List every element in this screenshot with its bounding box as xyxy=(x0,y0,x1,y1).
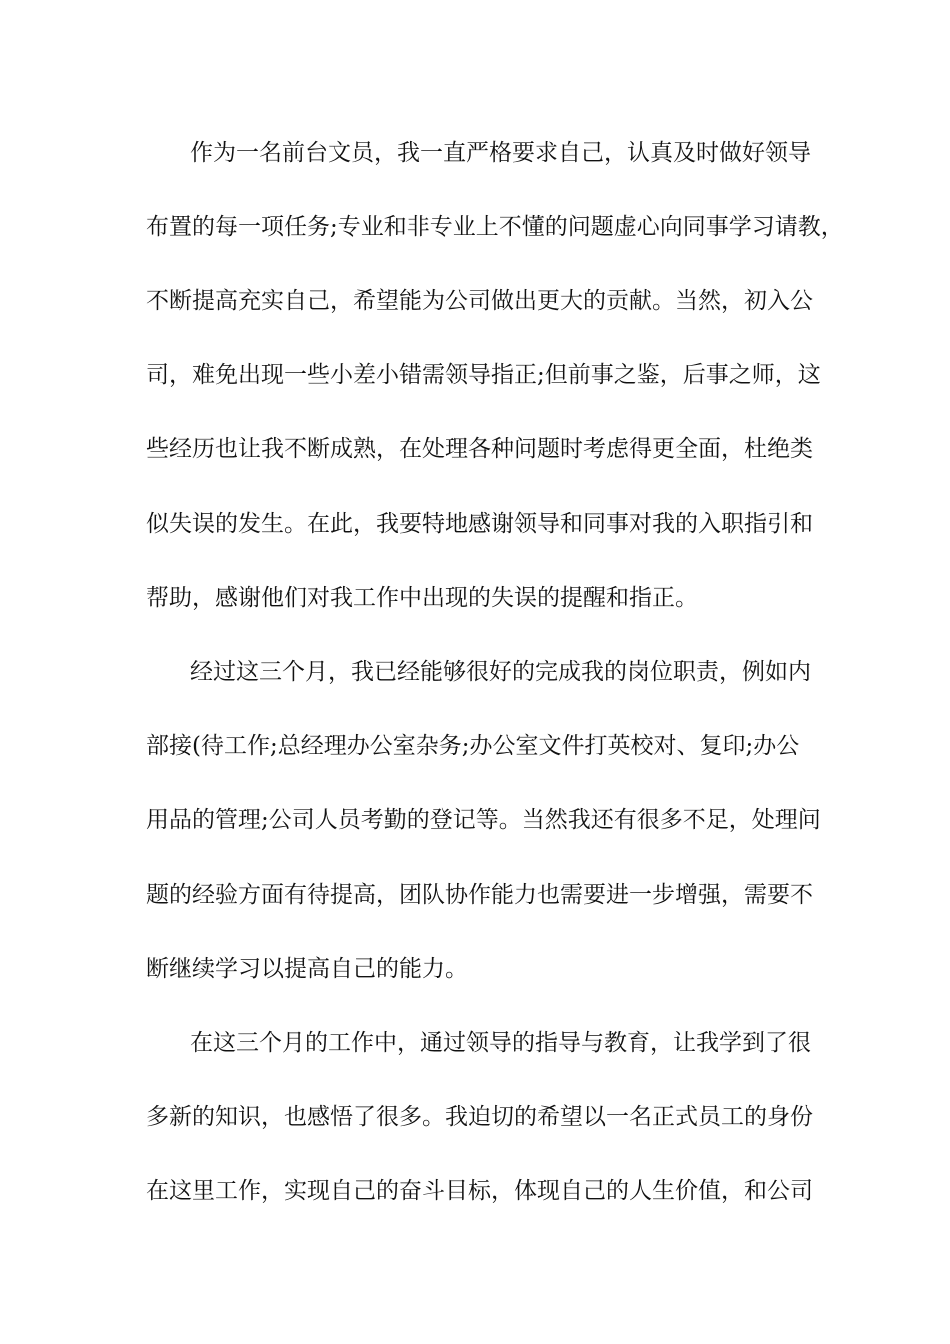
paragraph-2-line-2: 部接(待工作;总经理办公室杂务;办公室文件打英校对、复印;办公 xyxy=(146,733,800,759)
paragraph-1-line-1: 作为一名前台文员，我一直严格要求自己，认真及时做好领导 xyxy=(190,140,811,166)
paragraph-1-line-3: 不断提高充实自己，希望能为公司做出更大的贡献。当然，初入公 xyxy=(146,288,813,314)
paragraph-1-line-2: 布置的每一项任务;专业和非专业上不懂的问题虚心向同事学习请教， xyxy=(146,214,844,240)
paragraph-1-line-5: 些经历也让我不断成熟，在处理各种问题时考虑得更全面，杜绝类 xyxy=(146,436,813,462)
paragraph-2-line-5: 断继续学习以提高自己的能力。 xyxy=(146,956,468,982)
paragraph-3-line-3: 在这里工作，实现自己的奋斗目标，体现自己的人生价值，和公司 xyxy=(146,1178,813,1204)
paragraph-3-line-2: 多新的知识，也感悟了很多。我迫切的希望以一名正式员工的身份 xyxy=(146,1104,813,1130)
paragraph-2-line-3: 用品的管理;公司人员考勤的登记等。当然我还有很多不足，处理问 xyxy=(146,807,821,833)
paragraph-2-line-1: 经过这三个月，我已经能够很好的完成我的岗位职责，例如内 xyxy=(190,659,811,685)
paragraph-2-line-4: 题的经验方面有待提高，团队协作能力也需要进一步增强，需要不 xyxy=(146,882,813,908)
paragraph-3-line-1: 在这三个月的工作中，通过领导的指导与教育，让我学到了很 xyxy=(190,1030,811,1056)
paragraph-1-line-4: 司，难免出现一些小差小错需领导指正;但前事之鉴，后事之师，这 xyxy=(146,362,821,388)
paragraph-1-line-7: 帮助，感谢他们对我工作中出现的失误的提醒和指正。 xyxy=(146,585,698,611)
paragraph-1-line-6: 似失误的发生。在此，我要特地感谢领导和同事对我的入职指引和 xyxy=(146,511,813,537)
